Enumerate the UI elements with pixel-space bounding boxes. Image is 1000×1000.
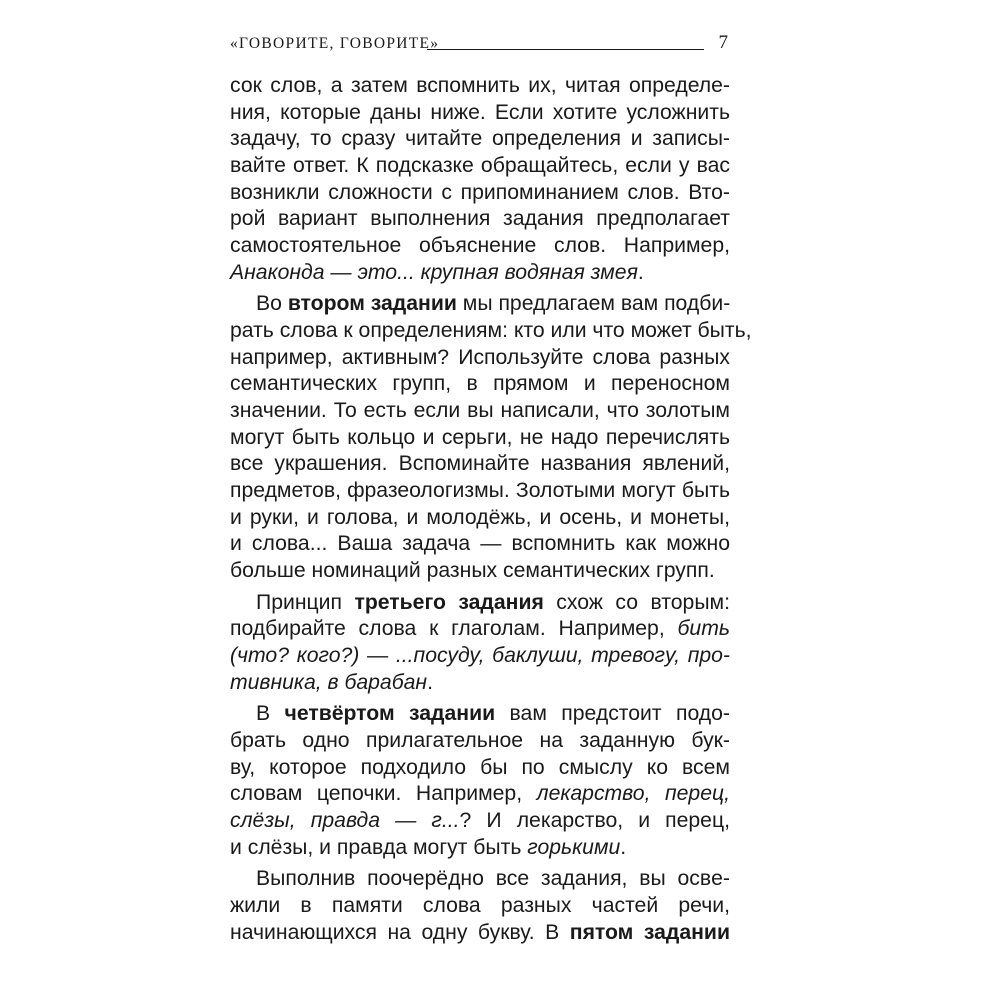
header-rule	[427, 49, 704, 50]
text-line	[230, 425, 730, 452]
text-run: .	[427, 670, 433, 694]
running-title: «ГОВОРИТЕ, ГОВОРИТЕ»	[230, 35, 440, 52]
italic-run: лекарство, перец,	[536, 782, 730, 806]
text-line	[230, 920, 730, 947]
text-run: возникли сложности с припоминанием слов. Вто-	[230, 180, 730, 204]
text-run: ? И лекарство, и перец,	[459, 808, 730, 832]
text-run: предметов, фразеологизмы. Золотыми могут быть	[230, 479, 730, 503]
text-line	[230, 835, 730, 862]
italic-run: тивника, в барабан	[230, 670, 428, 694]
paragraph	[230, 291, 752, 585]
text-line	[230, 73, 730, 100]
text-run: ния, которые даны ниже. Если хотите усложнить	[230, 100, 730, 124]
italic-run: слёзы, правда — г...	[230, 808, 460, 832]
text-line	[230, 260, 730, 287]
text-run: самостоятельное объяснение слов. Например,	[230, 234, 730, 258]
text-run: словам цепочки. Например,	[230, 782, 537, 806]
text-line	[230, 291, 730, 318]
text-run: задачу, то сразу читайте определения и записы-	[230, 127, 730, 151]
text-line	[230, 670, 730, 697]
italic-run: (что? кого?) — ...посуду, баклуши, тревогу, про-	[230, 644, 730, 668]
text-line	[230, 371, 730, 398]
text-line	[230, 701, 730, 728]
text-run: начинающихся на одну букву. В	[230, 920, 570, 944]
text-line	[230, 728, 730, 755]
text-line	[230, 866, 730, 893]
text-line	[230, 505, 730, 532]
text-run: рать слова к определениям: кто или что может быть,	[230, 318, 752, 342]
text-run: Принцип	[256, 590, 355, 614]
paragraph	[230, 866, 730, 946]
text-run: подбирайте слова к глаголам. Например,	[230, 617, 678, 641]
text-line	[230, 781, 730, 808]
text-line	[230, 233, 730, 260]
paragraph	[230, 590, 730, 697]
text-line	[230, 893, 730, 920]
text-run: например, активным? Используйте слова разных	[230, 345, 730, 369]
page-number: 7	[718, 32, 728, 53]
text-run: могут быть кольцо и серьги, не надо перечислять	[230, 425, 730, 449]
paragraph	[230, 701, 730, 861]
text-run: В	[256, 702, 285, 726]
text-line	[230, 451, 730, 478]
text-run: сок слов, а затем вспомнить их, читая определе-	[230, 74, 730, 97]
text-line	[230, 643, 730, 670]
text-run: вам предстоит подо-	[495, 702, 730, 726]
text-run: схож со вторым:	[543, 590, 730, 614]
text-run: все украшения. Вспоминайте названия явлений,	[230, 452, 730, 476]
text-line	[230, 345, 730, 372]
italic-run: горькими	[527, 835, 621, 859]
text-run: .	[620, 835, 627, 859]
text-run: Выполнив поочерёдно все задания, вы освe-	[256, 867, 730, 891]
italic-run: бить	[677, 617, 730, 641]
italic-run: Анаконда — это... крупная водяная змея	[230, 260, 638, 284]
text-run: больше номинаций разных семантических групп.	[230, 559, 715, 583]
paragraph	[230, 73, 730, 287]
text-run: жили в памяти слова разных частей речи,	[230, 893, 730, 917]
text-run: мы предлагаем вам подби-	[456, 292, 731, 316]
text-line	[230, 318, 752, 345]
text-run: и слёзы, и правда могут быть	[230, 835, 528, 859]
bold-run: пятом задании	[569, 920, 730, 944]
text-line	[230, 206, 730, 233]
text-run: вайте ответ. К подсказке обращайтесь, если у вас	[230, 154, 730, 178]
bold-run: четвёртом задании	[284, 702, 496, 726]
text-line	[230, 398, 730, 425]
bold-run: третьего задания	[354, 590, 544, 614]
text-line	[230, 153, 730, 180]
text-run: рой вариант выполнения задания предполагает	[230, 207, 730, 231]
bold-run: втором задании	[287, 292, 457, 316]
text-line	[230, 531, 730, 558]
text-run: ву, которое подходило бы по смыслу ко всем	[230, 755, 730, 779]
text-line	[230, 126, 730, 153]
text-run: Во	[256, 292, 288, 316]
text-run: .	[637, 260, 644, 284]
running-header	[230, 34, 728, 58]
text-line	[230, 590, 730, 617]
text-line	[230, 808, 730, 835]
text-line	[230, 100, 730, 127]
text-run: брать одно прилагательное на заданную бук-	[230, 728, 730, 752]
text-line	[230, 558, 730, 585]
body-text	[230, 73, 752, 946]
text-run: значении. То есть если вы написали, что золотым	[230, 399, 730, 423]
text-line	[230, 755, 730, 782]
text-run: и слова... Ваша задача — вспомнить как можно	[230, 532, 730, 556]
text-line	[230, 478, 730, 505]
text-line	[230, 616, 730, 643]
text-run: семантических групп, в прямом и переносном	[230, 372, 730, 396]
text-line	[230, 180, 730, 207]
text-run: и руки, и голова, и молодёжь, и осень, и монеты,	[230, 505, 730, 529]
